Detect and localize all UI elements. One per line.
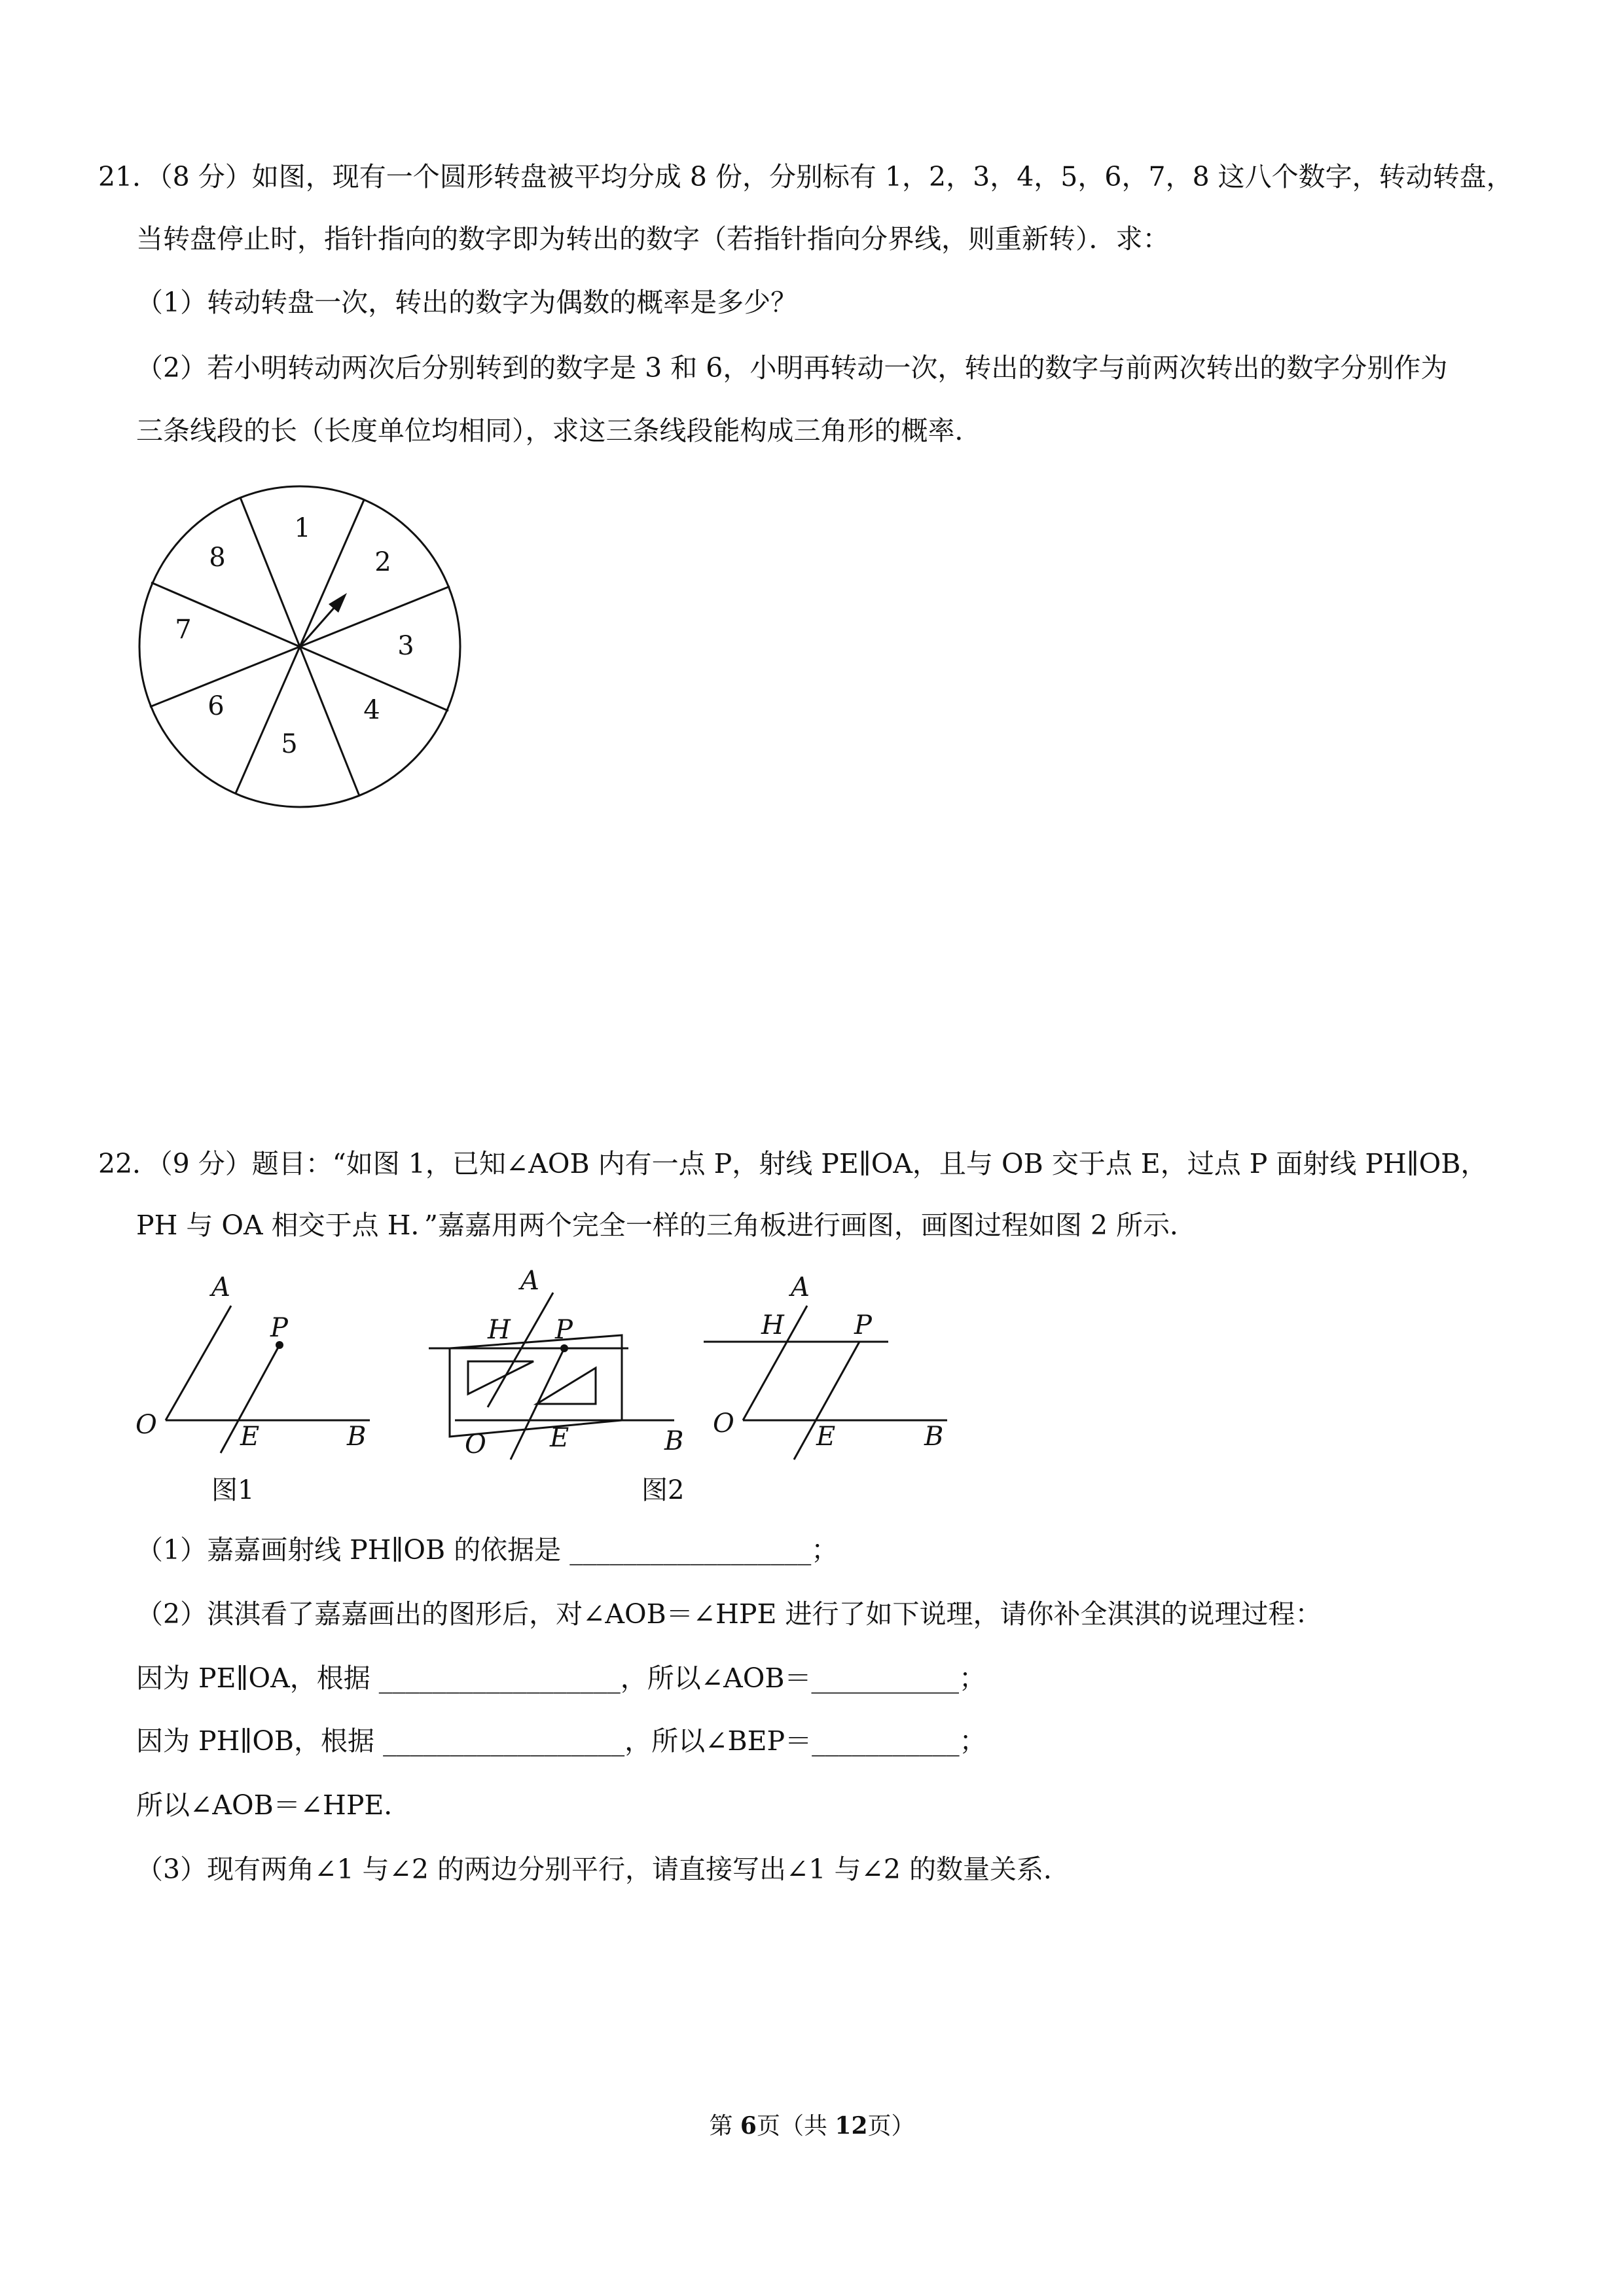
wheel-number-6: 6	[208, 691, 225, 721]
figure-2-result	[704, 1257, 965, 1512]
fig1-label-p: P	[270, 1313, 288, 1343]
wheel-pointer-arrow	[300, 593, 347, 647]
fig1-label-o: O	[135, 1410, 157, 1440]
fig2a-label-a: A	[520, 1266, 539, 1296]
q21-line2: 当转盘停止时，指针指向的数字即为转出的数字（若指针指向分界线，则重新转）．求：	[136, 223, 1170, 255]
figure-2-set-squares	[419, 1257, 707, 1512]
wheel-number-4: 4	[363, 695, 380, 725]
fig2-caption: 图2	[641, 1475, 685, 1505]
fig2a-label-h: H	[488, 1315, 511, 1345]
q22-reason2: 因为 PH∥OB，根据 __________________，所以∠BEP＝___________；	[136, 1725, 986, 1757]
set-square-inner-left	[468, 1361, 533, 1394]
fig2b-label-a: A	[791, 1272, 810, 1302]
q22-sub1: （1）嘉嘉画射线 PH∥OB 的依据是 __________________；	[136, 1534, 839, 1566]
wheel-number-2: 2	[374, 547, 391, 577]
spinner-wheel-figure	[131, 478, 471, 818]
q22-line2: PH 与 OA 相交于点 H．”嘉嘉用两个完全一样的三角板进行画图，画图过程如图 2 所示．	[136, 1210, 1197, 1241]
point-p	[560, 1344, 568, 1352]
wheel-number-5: 5	[281, 729, 298, 759]
fig1-label-a: A	[211, 1272, 230, 1302]
q22-reason1: 因为 PE∥OA，根据 __________________，所以∠AOB＝___________；	[136, 1662, 986, 1694]
q22-sub2: （2）淇淇看了嘉嘉画出的图形后，对∠AOB＝∠HPE 进行了如下说理，请你补全淇淇的说理过程：	[136, 1598, 1322, 1630]
footer-page-number: 6	[740, 2112, 757, 2140]
footer-mid: 页（共	[756, 2113, 835, 2140]
fig1-label-e: E	[240, 1422, 260, 1452]
q21-sub2a: （2）若小明转动两次后分别转到的数字是 3 和 6，小明再转动一次，转出的数字与前两次转出的数字分别作为	[136, 352, 1448, 384]
fig1-label-b: B	[347, 1422, 367, 1452]
fig2a-label-e: E	[550, 1423, 569, 1453]
q22-sub3: （3）现有两角∠1 与∠2 的两边分别平行，请直接写出∠1 与∠2 的数量关系．	[136, 1854, 1070, 1885]
fig2a-label-o: O	[465, 1429, 486, 1460]
footer-suffix: 页）	[867, 2113, 915, 2140]
fig1-caption: 图1	[211, 1475, 255, 1505]
wheel-number-8: 8	[209, 543, 226, 573]
q22-line1: 22．（9 分）题目：“如图 1，已知∠AOB 内有一点 P，射线 PE∥OA，且与 OB 交于点 E，过点 P 面射线 PH∥OB，	[98, 1148, 1488, 1179]
footer-prefix: 第	[709, 2113, 740, 2140]
q21-sub2b: 三条线段的长（长度单位均相同），求这三条线段能构成三角形的概率．	[136, 415, 982, 446]
page-footer	[0, 2108, 1624, 2141]
q22-reason3: 所以∠AOB＝∠HPE．	[136, 1789, 411, 1821]
fig2a-label-b: B	[664, 1426, 684, 1456]
fig2b-label-o: O	[713, 1408, 734, 1439]
fig2b-label-e: E	[816, 1422, 836, 1452]
ray-oa	[166, 1306, 231, 1420]
wheel-number-7: 7	[175, 615, 192, 645]
fig2b-label-b: B	[924, 1422, 944, 1452]
q21-line1: 21．（8 分）如图，现有一个圆形转盘被平均分成 8 份，分别标有 1，2，3，4，5，6，7，8 这八个数字，转动转盘，	[98, 161, 1513, 192]
wheel-number-1: 1	[294, 513, 311, 543]
fig2b-label-p: P	[854, 1310, 872, 1340]
fig2b-label-h: H	[761, 1310, 784, 1340]
fig2a-label-p: P	[555, 1315, 573, 1345]
figure-1	[128, 1257, 403, 1512]
footer-total-pages: 12	[835, 2112, 868, 2140]
wheel-number-3: 3	[397, 631, 414, 661]
q21-sub1: （1）转动转盘一次，转出的数字为偶数的概率是多少？	[136, 287, 798, 318]
